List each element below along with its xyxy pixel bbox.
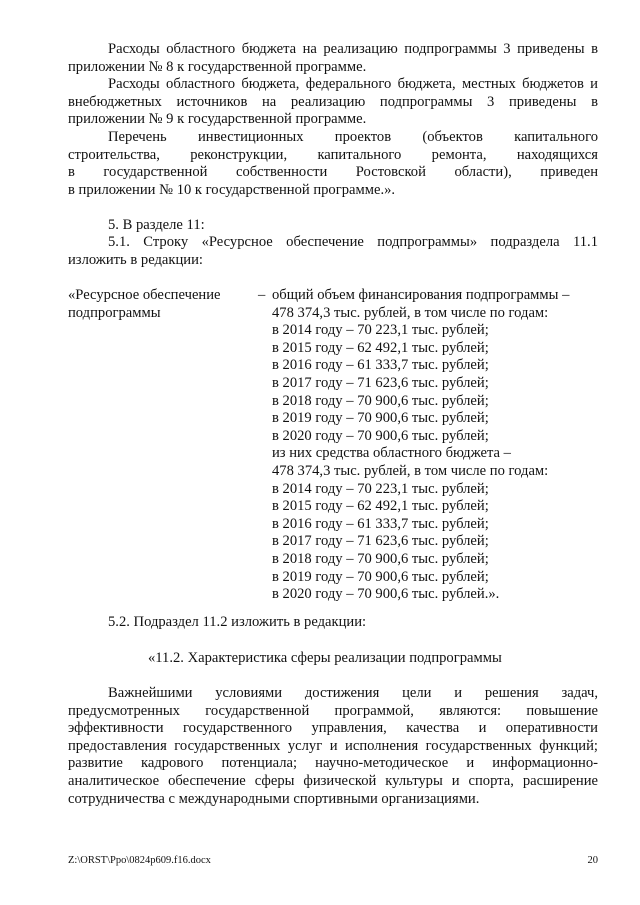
paragraph-investment-projects (68, 129, 598, 199)
text-line: в 2014 году – 70 223,1 тыс. рублей; (272, 322, 489, 339)
paragraph-conditions (68, 685, 598, 808)
text-line: в 2014 году – 70 223,1 тыс. рублей; (272, 480, 489, 497)
text-line: развитие кадрового потенциала; научно-методическое и информационно- (68, 755, 598, 772)
text-line: 5.1. Строку «Ресурсное обеспечение подпрограммы» подраздела 11.1 (108, 234, 598, 250)
footer-file-path: Z:\ORST\Ppo\0824p609.f16.docx (68, 855, 211, 866)
text-line: внебюджетных источников на реализацию подпрограммы 3 приведены в (68, 93, 598, 110)
text-line: в 2016 году – 61 333,7 тыс. рублей; (272, 515, 489, 532)
paragraph-expenses-app8 (68, 41, 598, 76)
resource-table-values (272, 287, 602, 604)
text-line: эффективности государственного управления, качества и оперативности (68, 720, 598, 737)
text-line: в 2020 году – 70 900,6 тыс. рублей; (272, 427, 489, 444)
text-line: в 2017 году – 71 623,6 тыс. рублей; (272, 374, 489, 391)
paragraph-expenses-app9 (68, 76, 598, 129)
text-line: подпрограммы (68, 304, 161, 321)
text-line: предусмотренных государственной программой, являются: повышение (68, 702, 598, 719)
text-line: приложении № 9 к государственной программе. (68, 111, 367, 128)
page-number: 20 (587, 855, 598, 866)
text-line: «Ресурсное обеспечение (68, 287, 221, 303)
text-line: в 2015 году – 62 492,1 тыс. рублей; (272, 498, 489, 515)
text-line: Важнейшими условиями достижения цели и решения задач, (108, 685, 598, 701)
text-line: 478 374,3 тыс. рублей, в том числе по годам: (272, 462, 549, 479)
text-line: изложить в редакции: (68, 251, 203, 268)
text-line: в 2020 году – 70 900,6 тыс. рублей.». (272, 586, 500, 603)
text-line: Расходы областного бюджета, федерального бюджета, местных бюджетов и (108, 76, 598, 92)
text-line: общий объем финансирования подпрограммы – (272, 287, 570, 303)
text-line: приложении № 8 к государственной программе. (68, 58, 367, 75)
item-5-2: 5.2. Подраздел 11.2 изложить в редакции: (108, 614, 367, 630)
text-line: в 2015 году – 62 492,1 тыс. рублей; (272, 339, 489, 356)
text-line: в 2017 году – 71 623,6 тыс. рублей; (272, 533, 489, 550)
text-line: 478 374,3 тыс. рублей, в том числе по годам: (272, 304, 549, 321)
text-line: в приложении № 10 к государственной программе.». (68, 181, 396, 198)
section-5-heading: 5. В разделе 11: (108, 217, 205, 233)
text-line: Перечень инвестиционных проектов (объектов капитального (108, 129, 598, 145)
text-line: аналитическое обеспечение сферы физической культуры и спорта, расширение (68, 772, 598, 789)
text-line: в государственной собственности Ростовской области), приведен (68, 164, 598, 181)
text-line: строительства, реконструкции, капитального ремонта, находящихся (68, 146, 598, 163)
text-line: в 2018 году – 70 900,6 тыс. рублей; (272, 392, 489, 409)
text-line: предоставления государственных услуг и исполнения государственных функций; (68, 737, 598, 754)
text-line: в 2018 году – 70 900,6 тыс. рублей; (272, 550, 489, 567)
text-line: в 2019 году – 70 900,6 тыс. рублей; (272, 410, 489, 427)
text-line: сотрудничества с международными спортивными организациями. (68, 790, 480, 807)
resource-table-dash: – (258, 287, 266, 303)
item-5-1 (68, 234, 598, 269)
text-line: из них средства областного бюджета – (272, 445, 511, 462)
text-line: в 2019 году – 70 900,6 тыс. рублей; (272, 568, 489, 585)
text-line: в 2016 году – 61 333,7 тыс. рублей; (272, 357, 489, 374)
text-line: Расходы областного бюджета на реализацию подпрограммы 3 приведены в (108, 41, 598, 57)
resource-table-label (68, 287, 258, 322)
subsection-11-2-heading: «11.2. Характеристика сферы реализации подпрограммы (148, 650, 502, 666)
